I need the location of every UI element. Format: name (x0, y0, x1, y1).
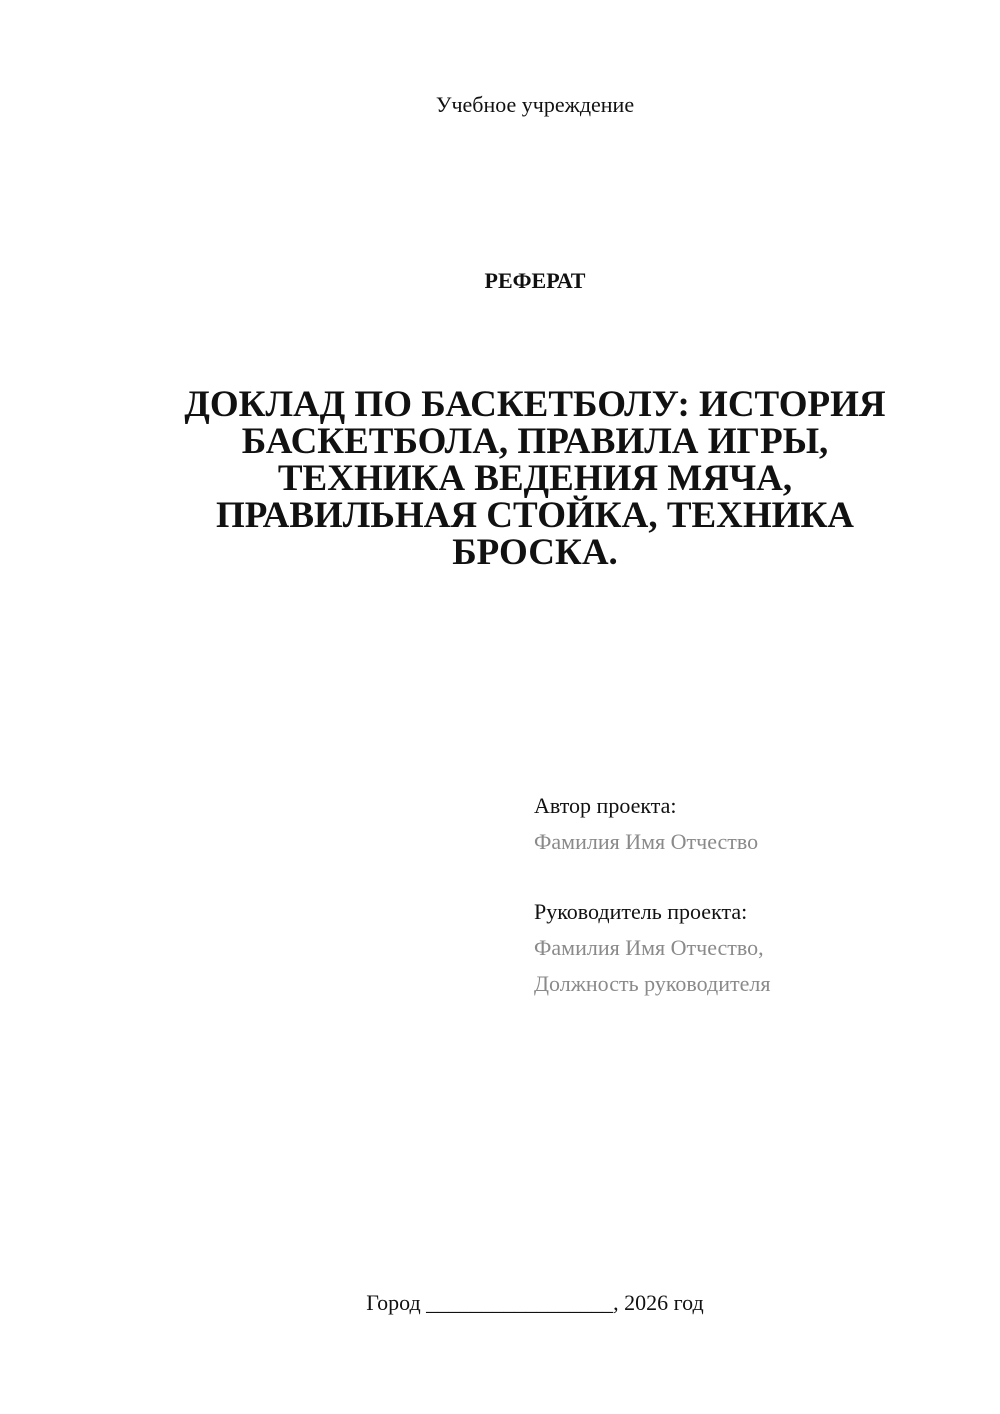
title-line: БАСКЕТБОЛА, ПРАВИЛА ИГРЫ, (241, 421, 829, 462)
document-title (170, 386, 900, 571)
title-line: БРОСКА. (452, 532, 618, 573)
title-line: ПРАВИЛЬНАЯ СТОЙКА, ТЕХНИКА (215, 495, 855, 536)
institution-name: Учебное учреждение (435, 92, 635, 117)
document-type: РЕФЕРАТ (484, 268, 586, 293)
supervisor-position: Должность руководителя (534, 971, 771, 996)
author-name: Фамилия Имя Отчество (534, 829, 759, 854)
supervisor-name: Фамилия Имя Отчество, (534, 935, 764, 960)
title-line: ДОКЛАД ПО БАСКЕТБОЛУ: ИСТОРИЯ (184, 384, 886, 425)
city-year-line: Город _________________, 2026 год (366, 1290, 704, 1315)
author-label: Автор проекта: (534, 793, 677, 818)
title-line: ТЕХНИКА ВЕДЕНИЯ МЯЧА, (277, 458, 793, 499)
supervisor-label: Руководитель проекта: (534, 899, 748, 924)
supervisor-block (534, 894, 770, 1002)
author-block (534, 788, 758, 860)
